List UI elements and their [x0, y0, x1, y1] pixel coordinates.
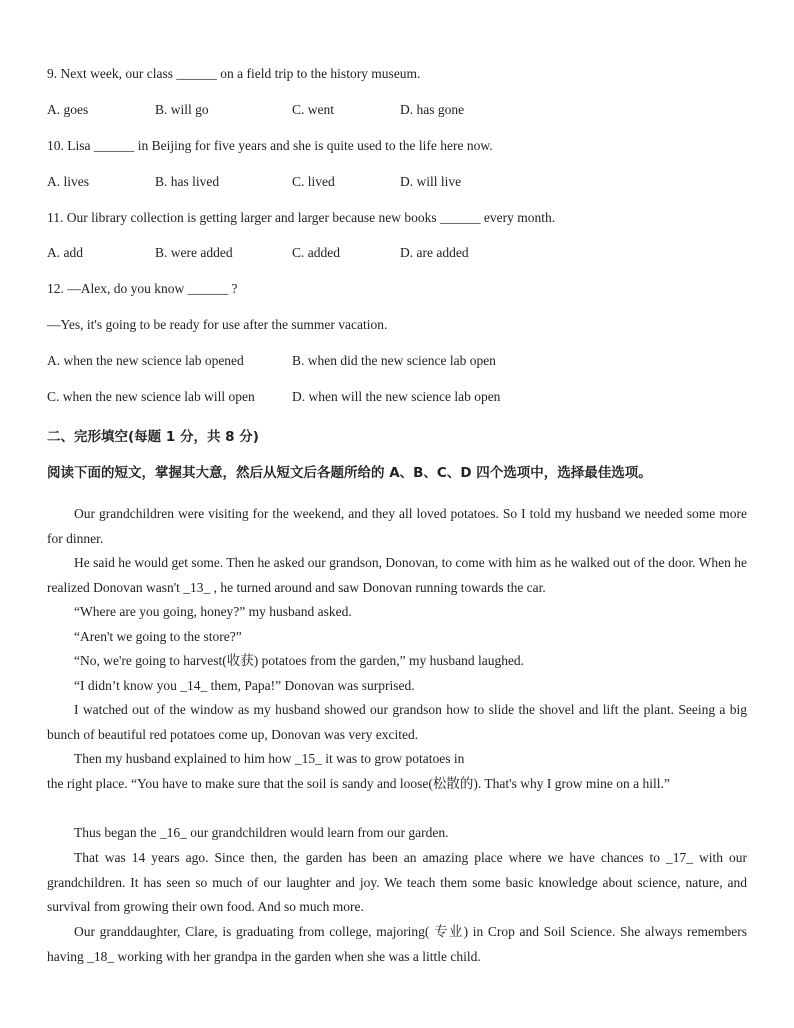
passage-paragraph-11: That was 14 years ago. Since then, the garden has been an amazing place where we have chances to _17_ with our grandchildren. It has seen so much of our laughter and joy. We teach them some basic knowledge about science, nature, and survival from growing their own food. And so much more. — [47, 850, 747, 914]
question-12-options-row-2 — [47, 388, 747, 406]
option-c: C. lived — [292, 174, 335, 189]
section-instructions: 阅读下面的短文，掌握其大意，然后从短文后各题所给的 A、B、C、D 四个选项中，选择最佳选项。 — [47, 465, 652, 481]
option-a: A. goes — [47, 102, 89, 117]
option-d: D. when will the new science lab open — [292, 389, 501, 404]
passage-paragraph-1: Our grandchildren were visiting for the weekend, and they all loved potatoes. So I told my husband we needed some more for dinner. — [47, 506, 747, 546]
option-a: A. add — [47, 245, 83, 260]
option-c: C. added — [292, 245, 340, 260]
passage-paragraph-7: I watched out of the window as my husband showed our grandson how to slide the shovel and lift the plant. Seeing a big bunch of beautiful red potatoes come up, Donovan was very excited. — [47, 702, 747, 742]
option-c: C. went — [292, 102, 334, 117]
option-c: C. when the new science lab will open — [47, 389, 255, 404]
passage-paragraph-8: Then my husband explained to him how _15_ it was to grow potatoes in — [74, 751, 465, 766]
passage-paragraph-2: He said he would get some. Then he asked our grandson, Donovan, to come with him as he walked out of the door. When he realized Donovan wasn't _13_ , he turned around and saw Donovan running towards the car. — [47, 555, 747, 595]
passage-paragraph-4: “Aren't we going to the store?” — [74, 629, 242, 644]
question-11-stem: 11. Our library collection is getting larger and larger because new books ______ every month. — [47, 210, 556, 225]
question-12-stem: 12. —Alex, do you know ______ ? — [47, 281, 238, 296]
question-12-options-row-1 — [47, 352, 747, 370]
passage-paragraph-3: “Where are you going, honey?” my husband asked. — [74, 604, 352, 619]
section-title: 二、完形填空(每题 1 分，共 8 分) — [47, 429, 259, 445]
passage-paragraph-12: Our granddaughter, Clare, is graduating from college, majoring( 专业) in Crop and Soil Science. She always remembers having _18_ working with her grandpa in the garden when she was a little child. — [47, 924, 747, 964]
question-12-reply: —Yes, it's going to be ready for use after the summer vacation. — [47, 317, 388, 332]
passage-paragraph-10: Thus began the _16_ our grandchildren would learn from our garden. — [74, 825, 449, 840]
option-d: D. has gone — [400, 102, 465, 117]
option-b: B. when did the new science lab open — [292, 353, 496, 368]
question-10-options — [47, 173, 747, 191]
passage-paragraph-9: the right place. “You have to make sure that the soil is sandy and loose(松散的). That's why I grow mine on a hill.” — [47, 776, 670, 791]
passage-paragraph-5: “No, we're going to harvest(收获) potatoes from the garden,” my husband laughed. — [74, 653, 525, 668]
question-9-options — [47, 101, 747, 119]
passage-paragraph-6: “I didn’t know you _14_ them, Papa!” Donovan was surprised. — [74, 678, 415, 693]
option-a: A. when the new science lab opened — [47, 353, 244, 368]
option-d: D. are added — [400, 245, 469, 260]
option-b: B. will go — [155, 102, 209, 117]
option-a: A. lives — [47, 174, 89, 189]
option-b: B. were added — [155, 245, 233, 260]
question-9-stem: 9. Next week, our class ______ on a field trip to the history museum. — [47, 66, 421, 81]
question-11-options — [47, 244, 747, 262]
option-b: B. has lived — [155, 174, 220, 189]
question-10-stem: 10. Lisa ______ in Beijing for five years and she is quite used to the life here now. — [47, 138, 493, 153]
option-d: D. will live — [400, 174, 462, 189]
